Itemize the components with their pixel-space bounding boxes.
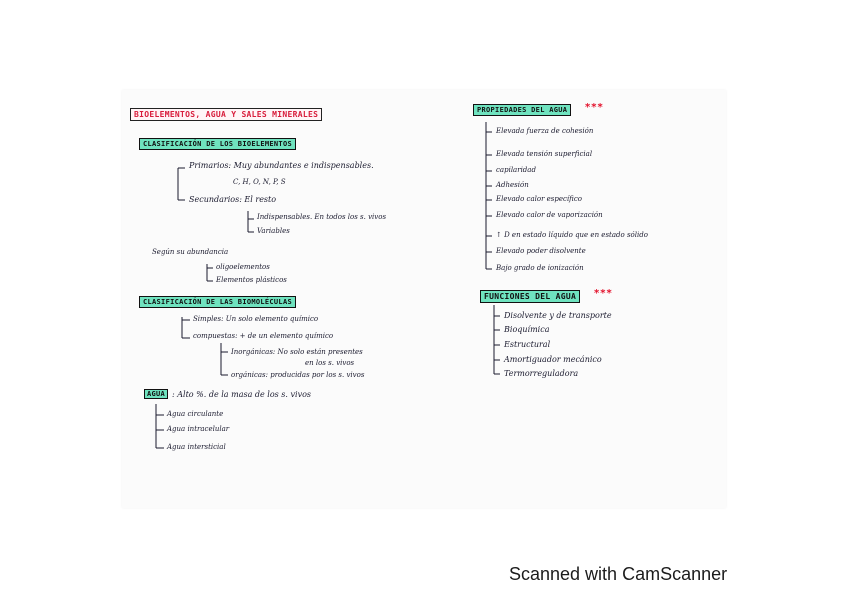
inorganicas-text-cont: en los s. vivos <box>305 359 355 367</box>
agua-label: AGUA <box>144 389 168 399</box>
camscanner-watermark: Scanned with CamScanner <box>509 564 728 584</box>
propiedad-item: Elevado poder disolvente <box>496 247 586 255</box>
importance-stars: *** <box>594 288 613 299</box>
funcion-item: Amortiguador mecánico <box>504 355 602 364</box>
propiedad-item: Adhesión <box>496 181 529 189</box>
secundarios-item: Variables <box>257 227 290 235</box>
propiedad-item: Elevada fuerza de cohesión <box>496 127 594 135</box>
propiedad-item: Elevado calor de vaporización <box>496 211 603 219</box>
agua-item: Agua intersticial <box>167 443 226 451</box>
secundarios-text: Secundarios: El resto <box>189 195 277 204</box>
inorganicas-text: Inorgánicas: No solo están presentes <box>231 348 363 356</box>
simples-text: Simples: Un solo elemento químico <box>193 315 319 323</box>
agua-item: Agua intracelular <box>167 425 230 433</box>
funcion-item: Disolvente y de transporte <box>504 311 612 320</box>
primarios-text: Primarios: Muy abundantes e indispensables. <box>189 161 374 170</box>
importance-stars: *** <box>585 102 604 113</box>
abundancia-item: oligoelementos <box>216 263 270 271</box>
section-title-biomoleculas: CLASIFICACIÓN DE LAS BIOMOLÉCULAS <box>139 296 296 308</box>
abundancia-item: Elementos plásticos <box>216 276 287 284</box>
primarios-list: C, H, O, N, P, S <box>233 178 286 186</box>
funcion-item: Termorreguladora <box>504 369 579 378</box>
funcion-item: Bioquímica <box>504 325 550 334</box>
secundarios-item: Indispensables. En todos los s. vivos <box>257 213 387 221</box>
compuestas-text: compuestas: + de un elemento químico <box>193 332 334 340</box>
propiedad-item: Elevada tensión superficial <box>496 150 593 158</box>
propiedad-item: Elevado calor específico <box>496 195 582 203</box>
organicas-text: orgánicas: producidas por los s. vivos <box>231 371 365 379</box>
propiedad-item: capilaridad <box>496 166 536 174</box>
section-title-funciones: FUNCIONES DEL AGUA <box>480 290 580 303</box>
propiedad-item: Bajo grado de ionización <box>496 264 584 272</box>
section-title-bioelementos: CLASIFICACIÓN DE LOS BIOELEMENTOS <box>139 138 296 150</box>
agua-text: : Alto %. de la masa de los s. vivos <box>172 390 312 399</box>
abundancia-text: Según su abundancia <box>152 248 229 256</box>
main-title: BIOELEMENTOS, AGUA Y SALES MINERALES <box>130 108 322 121</box>
propiedad-item: ↑ D en estado líquido que en estado sólido <box>496 231 648 239</box>
section-title-propiedades: PROPIEDADES DEL AGUA <box>473 104 571 116</box>
funcion-item: Estructural <box>504 340 551 349</box>
agua-item: Agua circulante <box>167 410 224 418</box>
